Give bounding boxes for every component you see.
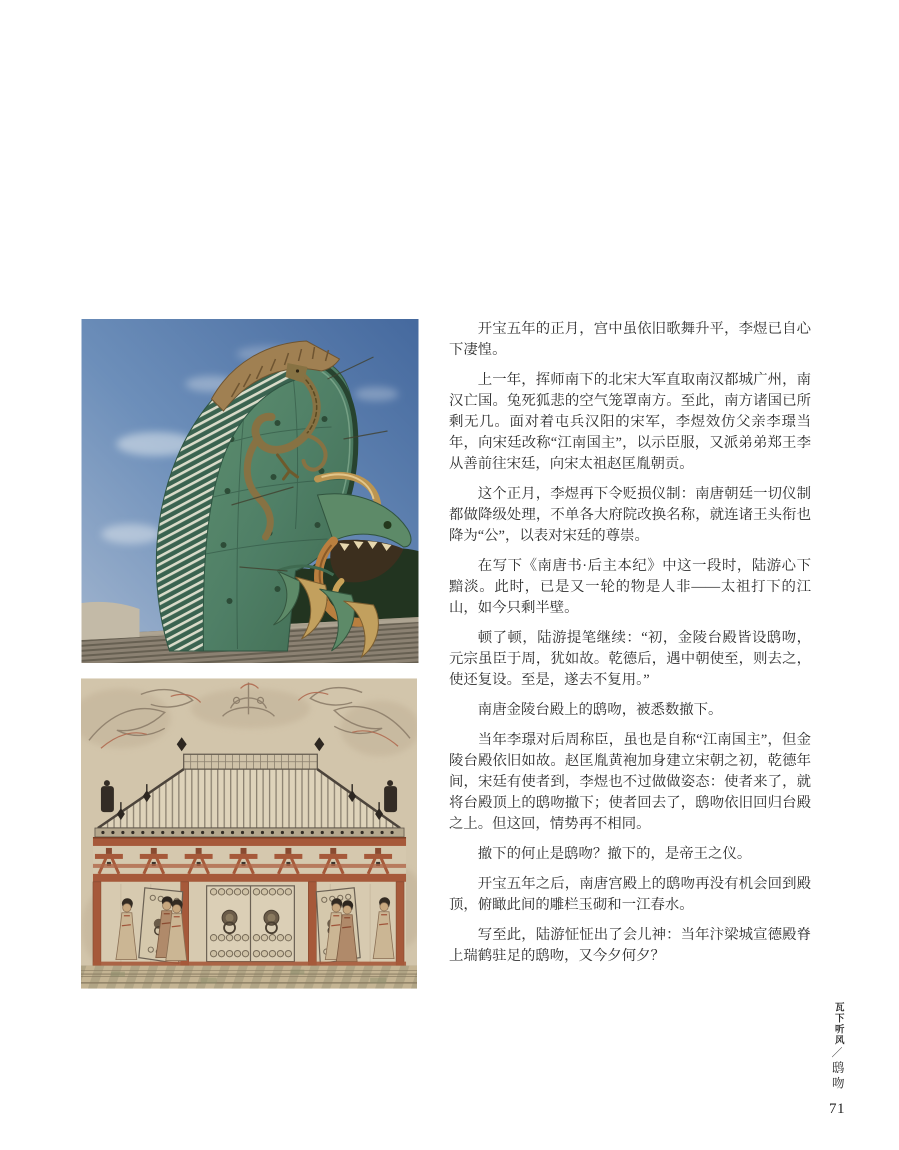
paragraph: 上一年，挥师南下的北宋大军直取南汉都城广州，南汉亡国。兔死狐悲的空气笼罩南方。至此，南方诸国已所剩无几。面对着屯兵汉阳的宋军，李煜效仿父亲李璟当年，向宋廷改称“江南国主”，以示臣服，又派弟弟郑王李从善前往宋廷，向宋太祖赵匡胤朝贡。 — [449, 372, 811, 472]
article-text — [449, 319, 811, 976]
article-paragraphs — [449, 319, 811, 967]
chapter-title: 鸱吻 — [830, 1061, 845, 1092]
paragraph: 开宝五年的正月，宫中虽依旧歌舞升平，李煜已自心下凄惶。 — [449, 321, 811, 358]
chiwen-photo-illustration — [81, 319, 419, 663]
running-footer — [827, 1002, 847, 1118]
paragraph: 这个正月，李煜再下令贬损仪制：南唐朝廷一切仪制都做降级处理，不单各大府院改换名称，就连诸王头衔也降为“公”，以表对宋廷的尊崇。 — [449, 486, 811, 544]
paragraph: 开宝五年之后，南唐宫殿上的鸱吻再没有机会回到殿顶，俯瞰此间的雕栏玉砌和一江春水。 — [449, 876, 811, 913]
paragraph: 在写下《南唐书·后主本纪》中这一段时，陆游心下黯淡。此时，已是又一轮的物是人非——太祖打下的江山，如今只剩半壁。 — [449, 558, 811, 616]
paragraph: 当年李璟对后周称臣，虽也是自称“江南国主”，但金陵台殿依旧如故。赵匡胤黄袍加身建立宋朝之初，乾德年间，宋廷有使者到，李煜也不过做做姿态：使者来了，就将台殿顶上的鸱吻撤下；使者回去了，鸱吻依旧回归台殿之上。但这回，情势再不相同。 — [449, 732, 811, 832]
paragraph: 撤下的何止是鸱吻？撤下的，是帝王之仪。 — [477, 846, 752, 862]
paragraph: 南唐金陵台殿上的鸱吻，被悉数撤下。 — [477, 702, 723, 718]
paragraph: 顿了顿，陆游提笔继续：“初，金陵台殿皆设鸱吻，元宗虽臣于周，犹如故。乾德后，遇中朝使至，则去之，使还复设。至是，遂去不复用。” — [449, 630, 811, 688]
paragraph: 写至此，陆游怔怔出了会儿神：当年汴梁城宣德殿脊上瑞鹤驻足的鸱吻，又今夕何夕？ — [449, 927, 811, 964]
book-title: 瓦下听风 — [832, 1002, 843, 1046]
mural-illustration — [81, 678, 417, 989]
title-separator-slash: ／ — [831, 1047, 843, 1059]
photo-palace-mural — [81, 678, 417, 989]
photo-chiwen-roof-ornament — [81, 319, 419, 663]
page-number: 71 — [829, 1101, 845, 1117]
